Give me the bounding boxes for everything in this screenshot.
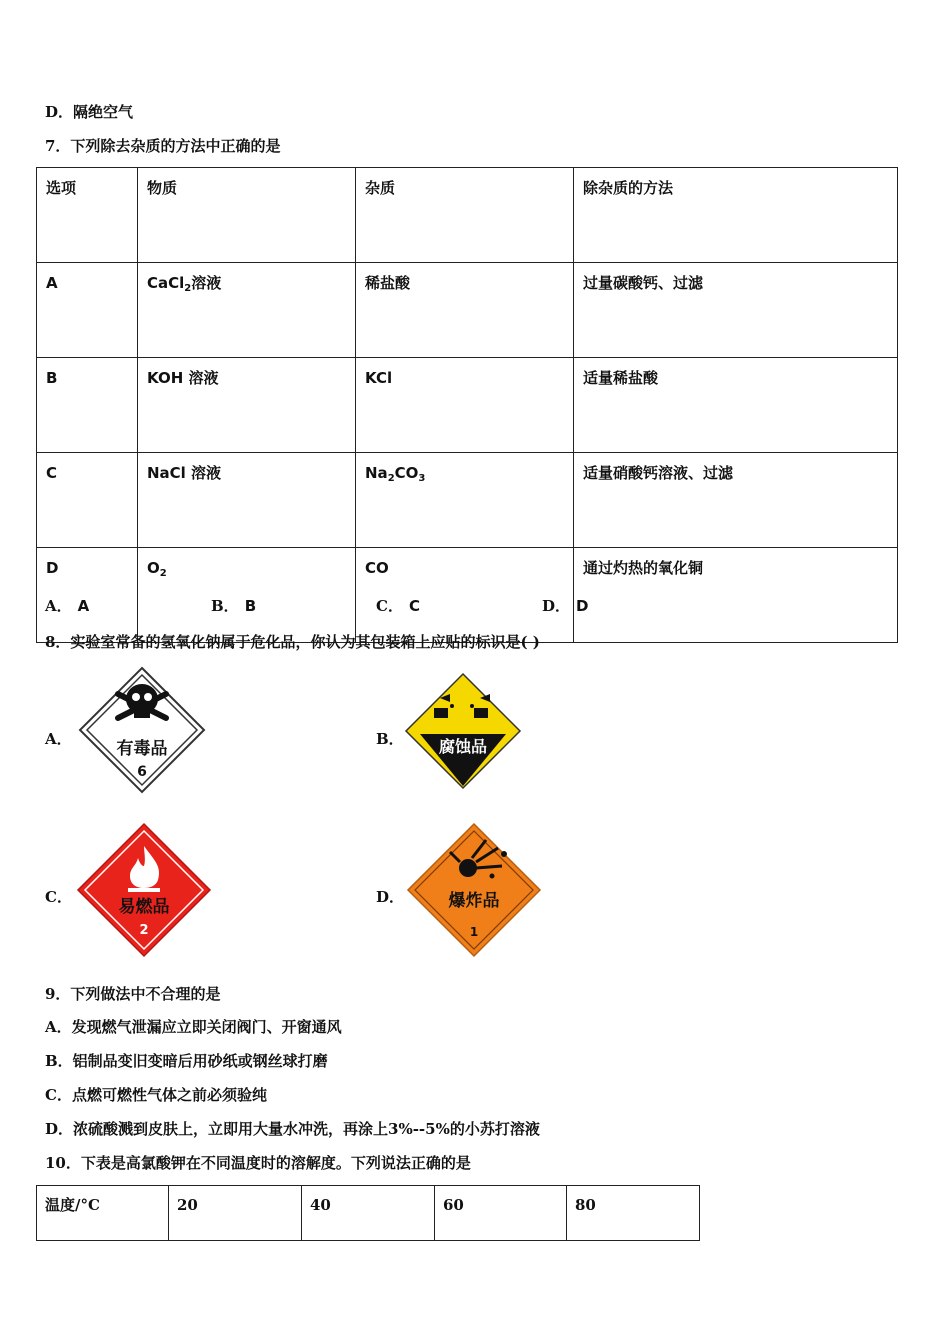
q7-choice-a[interactable]: A． A [45, 597, 90, 615]
explosion-icon [406, 822, 542, 958]
q10-table [36, 1185, 700, 1241]
row-option: B [37, 358, 138, 453]
table-row [37, 453, 898, 548]
q9-stem: 9．下列做法中不合理的是 [45, 985, 221, 1003]
q8-stem: 8．实验室常备的氢氧化钠属于危化品，你认为其包装箱上应贴的标识是( ) [45, 633, 540, 651]
row-substance: KOH 溶液 [138, 358, 356, 453]
q7-choice-c[interactable]: C． C [376, 597, 420, 615]
q7-stem: 7．下列除去杂质的方法中正确的是 [45, 137, 281, 155]
temperature-cell: 80 [567, 1186, 700, 1241]
table-row [37, 358, 898, 453]
temperature-cell: 60 [435, 1186, 567, 1241]
skull-crossbones-icon [78, 666, 206, 794]
row-substance: $O_2$ [138, 548, 356, 643]
row-substance: NaCl 溶液 [138, 453, 356, 548]
q7-table [36, 167, 898, 643]
q6-option-d: D．隔绝空气 [45, 103, 134, 121]
row-option: A [37, 263, 138, 358]
temperature-cell: 20 [169, 1186, 302, 1241]
row-method: 适量稀盐酸 [574, 358, 898, 453]
row-impurity: $Na_2CO_3$ [356, 453, 574, 548]
flammable-sign[interactable] [76, 822, 212, 958]
table-header-row [37, 168, 898, 263]
table-row [37, 1186, 700, 1241]
temperature-cell: 40 [302, 1186, 435, 1241]
flame-icon [76, 822, 212, 958]
svg-text:易燃品: 易燃品 [118, 897, 170, 917]
toxic-sign[interactable] [78, 666, 206, 794]
row-impurity: CO [356, 548, 574, 643]
svg-text:6: 6 [137, 764, 147, 780]
q9-option-c[interactable]: C．点燃可燃性气体之前必须验纯 [45, 1086, 267, 1104]
q9-option-a[interactable]: A．发现燃气泄漏应立即关闭阀门、开窗通风 [45, 1018, 342, 1036]
corrosive-icon [404, 672, 522, 790]
q8-option-b-label[interactable]: B． [376, 730, 404, 748]
row-method: 过量碳酸钙、过滤 [574, 263, 898, 358]
q8-option-c-label[interactable]: C． [45, 888, 72, 906]
table-row [37, 548, 898, 643]
header-option: 选项 [37, 168, 138, 263]
q9-option-b[interactable]: B．铝制品变旧变暗后用砂纸或钢丝球打磨 [45, 1052, 328, 1070]
header-method: 除杂质的方法 [574, 168, 898, 263]
row-option: D [37, 548, 138, 643]
svg-text:1: 1 [469, 925, 479, 939]
svg-text:有毒品: 有毒品 [116, 739, 168, 759]
temperature-header: 温度/°C [37, 1186, 169, 1241]
q7-choice-d[interactable]: D． D [542, 597, 589, 615]
q8-option-d-label[interactable]: D． [376, 888, 405, 906]
row-impurity: 稀盐酸 [356, 263, 574, 358]
header-impurity: 杂质 [356, 168, 574, 263]
corrosive-sign[interactable] [404, 672, 522, 790]
explosive-sign[interactable] [406, 822, 542, 958]
row-substance: CaCl$_2$溶液 [138, 263, 356, 358]
row-method: 适量硝酸钙溶液、过滤 [574, 453, 898, 548]
svg-text:爆炸品: 爆炸品 [448, 891, 500, 911]
q7-choice-b[interactable]: B． B [211, 597, 257, 615]
svg-text:腐蚀品: 腐蚀品 [438, 737, 488, 756]
row-method: 通过灼热的氧化铜 [574, 548, 898, 643]
header-substance: 物质 [138, 168, 356, 263]
row-option: C [37, 453, 138, 548]
q10-stem: 10．下表是高氯酸钾在不同温度时的溶解度。下列说法正确的是 [45, 1154, 471, 1172]
row-impurity: KCl [356, 358, 574, 453]
svg-text:2: 2 [139, 923, 149, 938]
table-row [37, 263, 898, 358]
q9-option-d[interactable]: D．浓硫酸溅到皮肤上，立即用大量水冲洗，再涂上3%--5%的小苏打溶液 [45, 1120, 540, 1138]
q8-option-a-label[interactable]: A． [45, 730, 72, 748]
